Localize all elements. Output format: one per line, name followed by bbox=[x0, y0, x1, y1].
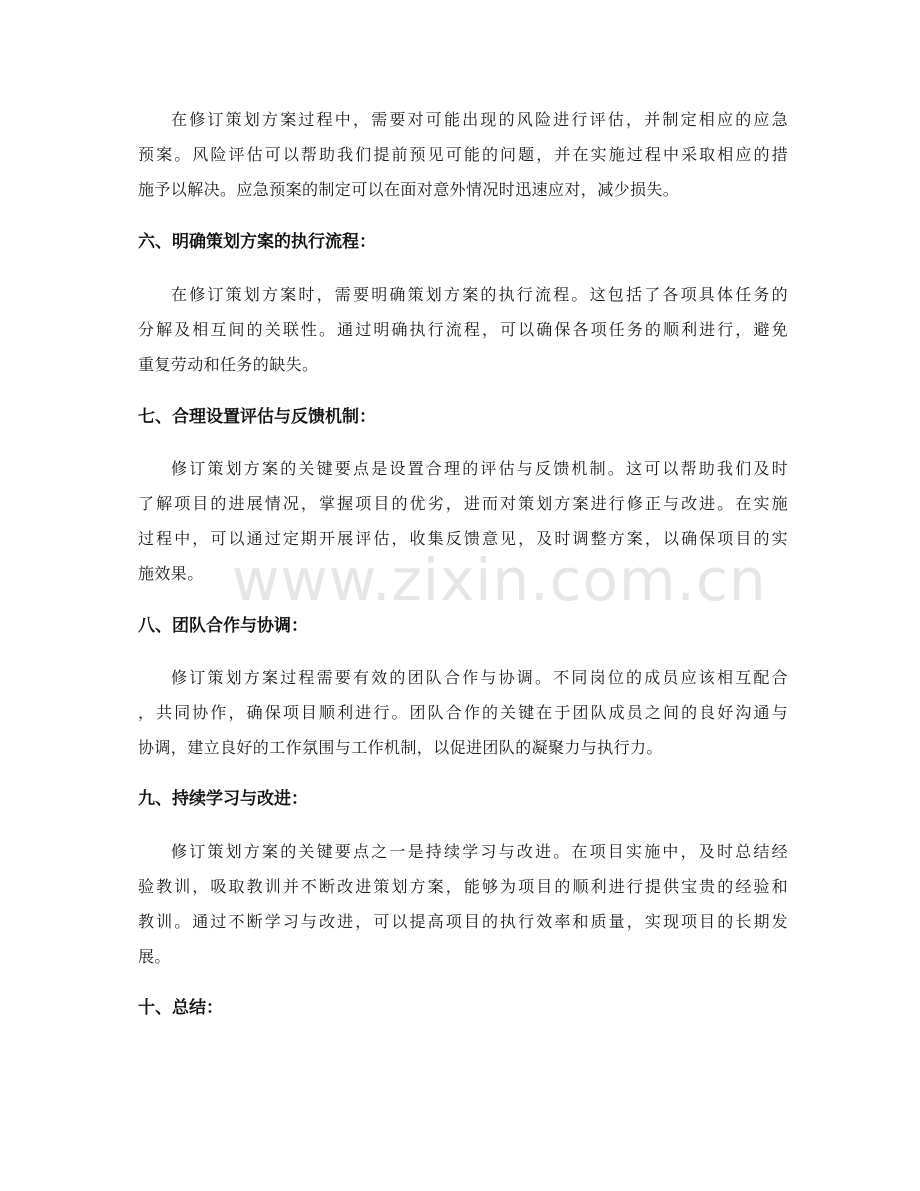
paragraph-continuous-learning bbox=[138, 834, 788, 974]
paragraph-line: 展。 bbox=[138, 947, 171, 966]
paragraph-execution-flow bbox=[138, 277, 788, 382]
section-heading-6: 六、明确策划方案的执行流程： bbox=[138, 232, 376, 252]
paragraph-evaluation-feedback bbox=[138, 451, 788, 591]
paragraph-line: 在修订策划方案时，需要明确策划方案的执行流程。这包括了各项具体任务的 bbox=[171, 285, 788, 304]
paragraph-line: 重复劳动和任务的缺失。 bbox=[138, 355, 319, 374]
section-heading-9: 九、持续学习与改进： bbox=[138, 789, 308, 809]
paragraph-line: 分解及相互间的关联性。通过明确执行流程，可以确保各项任务的顺利进行，避免 bbox=[138, 320, 788, 339]
paragraph-line: 协调，建立良好的工作氛围与工作机制，以促进团队的凝聚力与执行力。 bbox=[138, 738, 663, 757]
section-heading-7: 七、合理设置评估与反馈机制： bbox=[138, 407, 376, 427]
paragraph-line: 施予以解决。应急预案的制定可以在面对意外情况时迅速应对，减少损失。 bbox=[138, 180, 680, 199]
paragraph-teamwork bbox=[138, 660, 788, 765]
watermark-text: www.zixin.com.cn bbox=[232, 546, 767, 614]
paragraph-line: 在修订策划方案过程中，需要对可能出现的风险进行评估，并制定相应的应急 bbox=[171, 110, 788, 129]
paragraph-line: 修订策划方案过程需要有效的团队合作与协调。不同岗位的成员应该相互配合 bbox=[171, 668, 788, 687]
section-heading-10: 十、总结： bbox=[138, 998, 223, 1018]
paragraph-line: 预案。风险评估可以帮助我们提前预见可能的问题，并在实施过程中采取相应的措 bbox=[138, 145, 788, 164]
paragraph-line: 修订策划方案的关键要点是设置合理的评估与反馈机制。这可以帮助我们及时 bbox=[171, 459, 788, 478]
paragraph-risk-assessment bbox=[138, 102, 788, 207]
paragraph-line: ，共同协作，确保项目顺利进行。团队合作的关键在于团队成员之间的良好沟通与 bbox=[138, 703, 788, 722]
paragraph-line: 施效果。 bbox=[138, 564, 204, 583]
paragraph-line: 过程中，可以通过定期开展评估，收集反馈意见，及时调整方案，以确保项目的实 bbox=[138, 529, 788, 548]
paragraph-line: 了解项目的进展情况，掌握项目的优劣，进而对策划方案进行修正与改进。在实施 bbox=[138, 494, 788, 513]
paragraph-line: 教训。通过不断学习与改进，可以提高项目的执行效率和质量，实现项目的长期发 bbox=[138, 912, 788, 931]
paragraph-line: 验教训，吸取教训并不断改进策划方案，能够为项目的顺利进行提供宝贵的经验和 bbox=[138, 877, 788, 896]
section-heading-8: 八、团队合作与协调： bbox=[138, 616, 308, 636]
paragraph-line: 修订策划方案的关键要点之一是持续学习与改进。在项目实施中，及时总结经 bbox=[171, 842, 788, 861]
